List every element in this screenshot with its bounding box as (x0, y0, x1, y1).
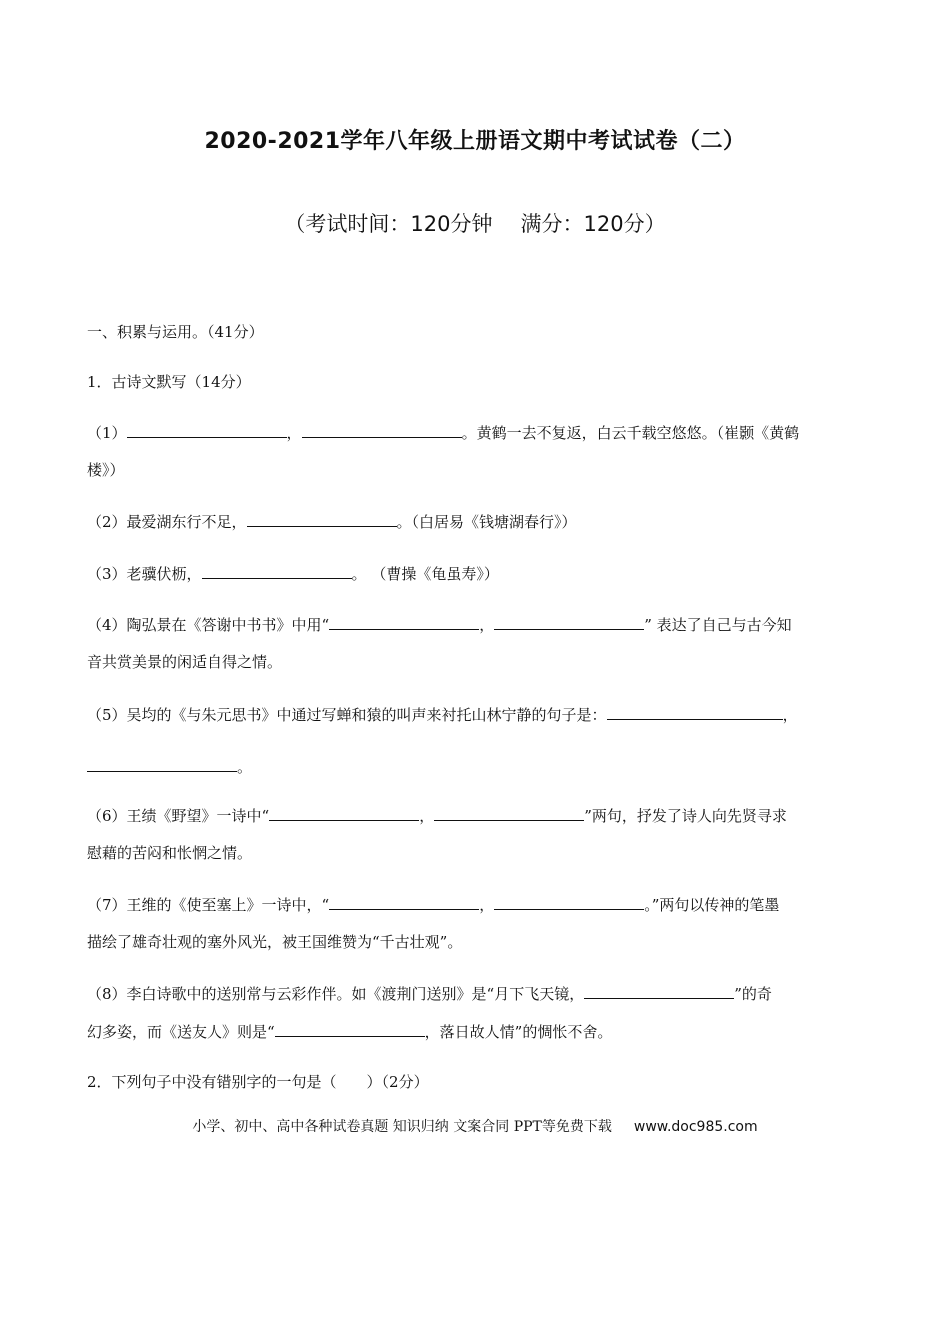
answer-blank[interactable] (87, 756, 237, 772)
answer-blank[interactable] (275, 1021, 425, 1037)
q1-item-6-cont: 慰藉的苦闷和怅惘之情。 (87, 844, 253, 862)
q1-item-5: （5）吴均的《与朱元思书》中通过写蝉和猿的叫声来衬托山林宁静的句子是： ， (87, 706, 798, 724)
q1-item-6: （6）王绩《野望》一诗中“ ， ”两句，抒发了诗人向先贤寻求 (87, 807, 787, 825)
q1-item-1: （1） ， 。黄鹤一去不复返，白云千载空悠悠。（崔颢《黄鹤 (87, 424, 800, 442)
q1-item-7: （7）王维的《使至塞上》一诗中，“ ， 。”两句以传神的笔墨 (87, 896, 780, 914)
section-heading: 一、积累与运用。（41分） (87, 323, 264, 341)
exam-title: 2020-2021学年八年级上册语文期中考试试卷（二） (204, 129, 746, 154)
answer-blank[interactable] (584, 983, 734, 999)
exam-subtitle (0, 208, 950, 238)
answer-blank[interactable] (494, 894, 644, 910)
page-footer (0, 1116, 950, 1136)
exam-score: 满分：120分） (520, 212, 666, 236)
q1-item-7-cont: 描绘了雄奇壮观的塞外风光，被王国维赞为“千古壮观”。 (87, 933, 463, 951)
answer-blank[interactable] (494, 614, 644, 630)
answer-blank[interactable] (269, 805, 419, 821)
q1-item-3: （3）老骥伏枥， 。 （曹操《龟虽寿》） (87, 565, 499, 583)
q1-item-2: （2）最爱湖东行不足， 。（白居易《钱塘湖春行》） (87, 513, 577, 531)
q1-item-4: （4）陶弘景在《答谢中书书》中用“ ， ” 表达了自己与古今知 (87, 616, 792, 634)
answer-blank[interactable] (434, 805, 584, 821)
answer-blank[interactable] (247, 511, 397, 527)
question-1-heading: 1．古诗文默写（14分） (87, 373, 251, 391)
answer-blank[interactable] (302, 422, 462, 438)
q1-item-8-cont: 幻多姿，而《送友人》则是“ ，落日故人情”的惆怅不舍。 (87, 1023, 613, 1041)
answer-blank[interactable] (329, 614, 479, 630)
q1-item-8: （8）李白诗歌中的送别常与云彩作伴。如《渡荆门送别》是“月下飞天镜， ”的奇 (87, 985, 772, 1003)
answer-blank[interactable] (202, 563, 352, 579)
answer-blank[interactable] (127, 422, 287, 438)
q1-item-5-cont: 。 (87, 756, 865, 777)
q1-item-4-cont: 音共赏美景的闲适自得之情。 (87, 653, 283, 671)
footer-url[interactable]: www.doc985.com (633, 1119, 758, 1135)
footer-text: 小学、初中、高中各种试卷真题 知识归纳 文案合同 PPT等免费下载 (192, 1119, 612, 1135)
question-2-heading: 2．下列句子中没有错别字的一句是（ ）（2分） (87, 1073, 429, 1091)
answer-blank[interactable] (607, 704, 783, 720)
q1-item-1-cont: 楼》） (87, 461, 125, 479)
exam-time: （考试时间：120分钟 (284, 212, 493, 236)
answer-blank[interactable] (329, 894, 479, 910)
